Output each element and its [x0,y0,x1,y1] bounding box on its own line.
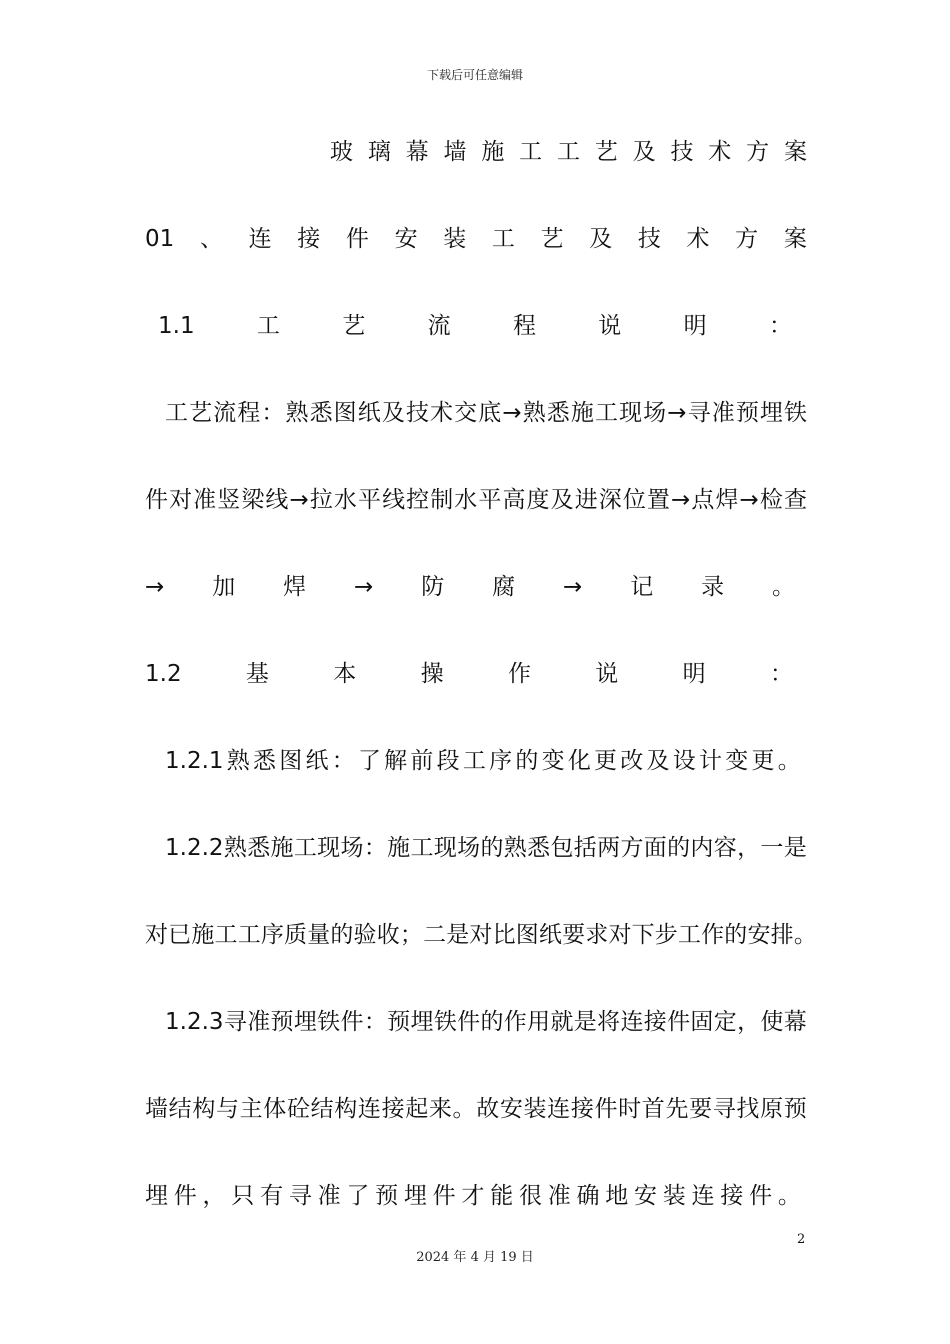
text-char: 悉 [546,400,570,426]
text-char: 悉 [253,748,276,774]
text-char: 了 [346,1183,370,1209]
text-char: 铁 [784,400,807,426]
text-char: 变 [725,748,749,774]
text-char: 预 [375,1183,399,1209]
text-char: 件 [457,1009,481,1035]
text-char: 量 [307,922,331,948]
text-char: 原 [760,1096,784,1122]
text-char: 铁 [317,1009,341,1035]
text-char: 方 [620,835,644,861]
text-char: 对 [169,487,193,513]
text-char: 将 [597,1009,621,1035]
text-char: 准 [547,1183,571,1209]
text-char: 焊 [283,574,307,600]
text-char: → [145,574,165,600]
text-char: 1.2.2 [165,835,224,861]
text-char: 工 [594,400,618,426]
text-char: 更 [751,748,775,774]
text-char: 面 [643,835,667,861]
text-char: 防 [421,574,445,600]
text-char: 用 [527,1009,551,1035]
text-char: 埋 [759,400,783,426]
text-char: 场 [457,835,481,861]
text-char: 是 [573,1009,597,1035]
text-char: 是 [446,922,470,948]
text-char: 结 [168,1096,192,1122]
text-char: 预 [387,1009,411,1035]
text-char: 括 [573,835,597,861]
text-char: 要 [562,922,586,948]
text-char: ： [768,313,792,339]
text-char: 焊 [715,487,739,513]
text-char: 璃 [367,139,391,165]
text-char: 施 [191,922,215,948]
text-char: → [563,574,583,600]
text-char: 工 [519,139,543,165]
text-char: 拉 [309,487,333,513]
text-char: 熟 [285,400,309,426]
text-char: 及 [381,400,405,426]
text-char: ： [769,661,793,687]
text-char: 接 [570,1096,594,1122]
text-char: 准 [317,1183,341,1209]
text-char: 安 [394,226,418,252]
text-char: 熟 [503,835,527,861]
text-char: 与 [215,1096,239,1122]
text-char: 艺 [594,139,618,165]
text-char: 寻 [687,400,711,426]
text-char: 、 [199,226,223,252]
paragraph-line [145,1093,807,1125]
text-char: 工 [293,835,317,861]
text-char: 的 [330,922,354,948]
text-char: 的 [667,835,691,861]
text-char: 对 [145,922,168,948]
text-char: 术 [686,226,710,252]
text-char: 记 [630,574,654,600]
text-char: 连 [357,1096,381,1122]
text-char: 前 [410,748,434,774]
text-char: 。 [793,922,817,948]
paragraph-line [165,1006,807,1038]
text-char: 序 [489,748,513,774]
text-char: 二 [423,922,447,948]
text-char: 玻 [330,139,353,165]
text-char: 置 [646,487,670,513]
text-char: 连 [620,1009,644,1035]
text-char: 接 [643,1009,667,1035]
text-char: 底 [478,400,502,426]
text-char: 的 [724,922,748,948]
text-char: 明 [683,313,707,339]
section-heading-01 [145,223,807,255]
text-char: 墙 [145,1096,168,1122]
text-char: 检 [759,487,783,513]
text-char: 件 [749,1183,773,1209]
text-char: 纸 [538,922,562,948]
text-char: 高 [502,487,526,513]
text-char: 墙 [443,139,467,165]
text-char: 构 [192,1096,216,1122]
text-char: → [502,400,522,426]
text-char: 。 [777,1183,801,1209]
text-char: 已 [168,922,192,948]
text-char: 结 [310,1096,334,1122]
text-char: 明 [682,661,706,687]
text-char: 对 [608,922,632,948]
text-char: 交 [454,400,478,426]
text-char: 安 [747,922,771,948]
paragraph-line [145,1180,801,1212]
text-char: 包 [550,835,574,861]
text-char: 作 [507,661,531,687]
text-char: ： [331,748,355,774]
text-char: 验 [353,922,377,948]
page-header: 下载后可任意编辑 [426,68,523,82]
text-char: 1.1 [158,313,195,339]
text-char: 场 [340,835,364,861]
text-char: 件 [345,226,369,252]
text-char: 施 [387,835,411,861]
text-char: 施 [270,835,294,861]
text-char: 接 [297,226,321,252]
text-char: 地 [605,1183,629,1209]
text-char: 图 [333,400,357,426]
text-char: 工 [462,748,486,774]
text-char: 幕 [405,139,429,165]
text-char: 两 [597,835,621,861]
text-char: 质 [284,922,308,948]
text-char: 故 [476,1096,500,1122]
text-char: 艺 [342,313,366,339]
text-char: 图 [279,748,303,774]
text-char: 查 [783,487,807,513]
text-char: 连 [547,1096,571,1122]
text-char: 装 [523,1096,547,1122]
text-char: 预 [270,1009,294,1035]
text-char: 接 [720,1183,744,1209]
text-char: 进 [574,487,598,513]
text-char: 就 [550,1009,574,1035]
text-char: 连 [691,1183,715,1209]
text-char: 1.2.1 [165,748,224,774]
text-char: 比 [492,922,516,948]
paragraph-line [165,397,807,429]
text-char: 件 [173,1183,197,1209]
text-char: 埋 [293,1009,317,1035]
text-char: 连 [248,226,272,252]
text-char: 工 [165,400,188,426]
text-char: 排 [770,922,794,948]
text-char: 固 [690,1009,714,1035]
text-char: 寻 [223,1009,247,1035]
text-char: 及 [646,748,670,774]
text-char: 方 [746,139,770,165]
text-char: 计 [698,748,722,774]
section-heading-1-1 [158,310,792,342]
text-char: 的 [480,1009,504,1035]
text-char: 。 [777,748,801,774]
text-char: 。 [452,1096,476,1122]
text-char: 程 [512,313,536,339]
text-char: 工 [491,226,515,252]
text-char: 容 [713,835,737,861]
text-char: 加 [212,574,236,600]
text-char: 只 [231,1183,255,1209]
text-char: 程 [237,400,261,426]
text-char: 设 [672,748,696,774]
text-char: 工 [237,922,261,948]
text-char: 使 [760,1009,784,1035]
paragraph-line [145,919,817,951]
text-char: ； [399,922,423,948]
text-char: 工 [410,835,434,861]
text-char: 控 [406,487,430,513]
text-char: 基 [245,661,269,687]
text-char: 准 [193,487,217,513]
text-char: 水 [454,487,478,513]
text-char: 术 [430,400,454,426]
text-char: 铁 [433,1009,457,1035]
text-char: 更 [594,748,618,774]
text-char: 悉 [247,835,271,861]
text-char: 步 [654,922,678,948]
text-char: 线 [382,487,406,513]
text-char: ： [363,1009,387,1035]
text-char: 要 [689,1096,713,1122]
text-char: 梁 [241,487,265,513]
text-char: → [667,400,687,426]
text-char: 1.2.3 [165,1009,224,1035]
text-char: 体 [263,1096,287,1122]
text-char: 是 [783,835,807,861]
text-char: 解 [384,748,408,774]
text-char: 案 [783,139,807,165]
text-char: 01 [145,226,175,252]
text-char: 下 [631,922,655,948]
text-char: 埋 [403,1183,427,1209]
text-char: 技 [637,226,661,252]
text-char: 定 [713,1009,737,1035]
text-char: 腐 [492,574,516,600]
text-char: 说 [598,313,622,339]
text-char: 预 [783,1096,807,1122]
text-char: 件 [340,1009,364,1035]
text-char: 先 [665,1096,689,1122]
text-char: 竖 [217,487,241,513]
text-char: → [739,487,759,513]
text-char: ： [363,835,387,861]
text-char: 工 [677,922,701,948]
text-char: 装 [443,226,467,252]
text-char: 现 [317,835,341,861]
text-char: 艺 [540,226,564,252]
text-char: 构 [334,1096,358,1122]
text-char: 对 [469,922,493,948]
text-char: 1.2 [145,661,182,687]
text-char: 首 [641,1096,665,1122]
text-char: 来 [428,1096,452,1122]
text-char: 说 [595,661,619,687]
text-char: 幕 [783,1009,807,1035]
text-char: 工 [214,922,238,948]
text-char: 操 [420,661,444,687]
text-char: 及 [550,487,574,513]
text-char: 艺 [189,400,213,426]
text-char: 流 [427,313,451,339]
text-char: 的 [515,748,539,774]
text-char: 作 [701,922,725,948]
text-char: 准 [711,400,735,426]
text-char: 变 [541,748,565,774]
text-char: 埋 [410,1009,434,1035]
page-footer-date: 2024 年 4 月 19 日 [416,1250,534,1265]
text-char: 平 [478,487,502,513]
text-char: 悉 [527,835,551,861]
text-char: 流 [213,400,237,426]
text-char: 悉 [309,400,333,426]
text-char: 制 [430,487,454,513]
text-char: 时 [618,1096,642,1122]
text-char: 收 [376,922,400,948]
section-heading-1-2 [145,658,793,690]
text-char: 准 [247,1009,271,1035]
text-char: 砼 [286,1096,310,1122]
paragraph-line [145,571,795,603]
text-char: 术 [708,139,732,165]
text-char: ， [737,1009,761,1035]
text-char: 技 [670,139,694,165]
text-char: 场 [643,400,667,426]
page-number: 2 [797,1232,806,1247]
text-char: 接 [381,1096,405,1122]
text-char: 才 [461,1183,485,1209]
text-char: 改 [620,748,644,774]
text-char: → [671,487,691,513]
text-char: 装 [662,1183,686,1209]
text-char: 件 [432,1183,456,1209]
text-char: 熟 [522,400,546,426]
text-char: 平 [357,487,381,513]
text-char: 安 [634,1183,658,1209]
text-char: 点 [691,487,715,513]
text-char: ， [737,835,761,861]
text-char: 埋 [145,1183,168,1209]
text-char: 了 [357,748,381,774]
text-char: 线 [265,487,289,513]
text-char: 熟 [223,835,247,861]
text-char: ， [202,1183,226,1209]
text-char: 一 [760,835,784,861]
text-char: 起 [405,1096,429,1122]
text-char: 件 [594,1096,618,1122]
text-char: → [289,487,309,513]
text-char: 图 [515,922,539,948]
text-char: 本 [333,661,357,687]
text-char: 工 [256,313,280,339]
paragraph-line [145,484,807,516]
text-char: 现 [619,400,643,426]
text-char: 求 [585,922,609,948]
text-char: 序 [260,922,284,948]
text-char: 方 [735,226,759,252]
paragraph-line [165,832,807,864]
text-char: 确 [576,1183,600,1209]
text-char: 内 [690,835,714,861]
text-char: 度 [526,487,550,513]
text-char: 有 [260,1183,284,1209]
text-char: 施 [481,139,505,165]
text-char: 深 [598,487,622,513]
text-char: 施 [570,400,594,426]
text-char: 位 [622,487,646,513]
text-char: 找 [736,1096,760,1122]
text-char: → [354,574,374,600]
text-char: 预 [735,400,759,426]
text-char: 主 [239,1096,263,1122]
text-char: 水 [333,487,357,513]
text-char: 录 [701,574,725,600]
text-char: 熟 [226,748,250,774]
text-char: 段 [436,748,460,774]
text-char: 及 [589,226,613,252]
text-char: 能 [490,1183,514,1209]
text-char: 纸 [357,400,381,426]
text-char: ： [261,400,285,426]
text-char: 现 [433,835,457,861]
text-char: 工 [556,139,580,165]
text-char: 纸 [305,748,329,774]
text-char: 及 [632,139,656,165]
document-title [330,136,807,168]
text-char: 寻 [712,1096,736,1122]
text-char: 寻 [288,1183,312,1209]
text-char: 件 [667,1009,691,1035]
text-char: 很 [518,1183,542,1209]
text-char: 化 [567,748,591,774]
text-char: 安 [499,1096,523,1122]
text-char: 案 [783,226,807,252]
text-char: 。 [772,574,795,600]
text-char: 的 [480,835,504,861]
text-char: 件 [145,487,168,513]
text-char: 技 [405,400,429,426]
paragraph-line [165,745,801,777]
text-char: 作 [503,1009,527,1035]
